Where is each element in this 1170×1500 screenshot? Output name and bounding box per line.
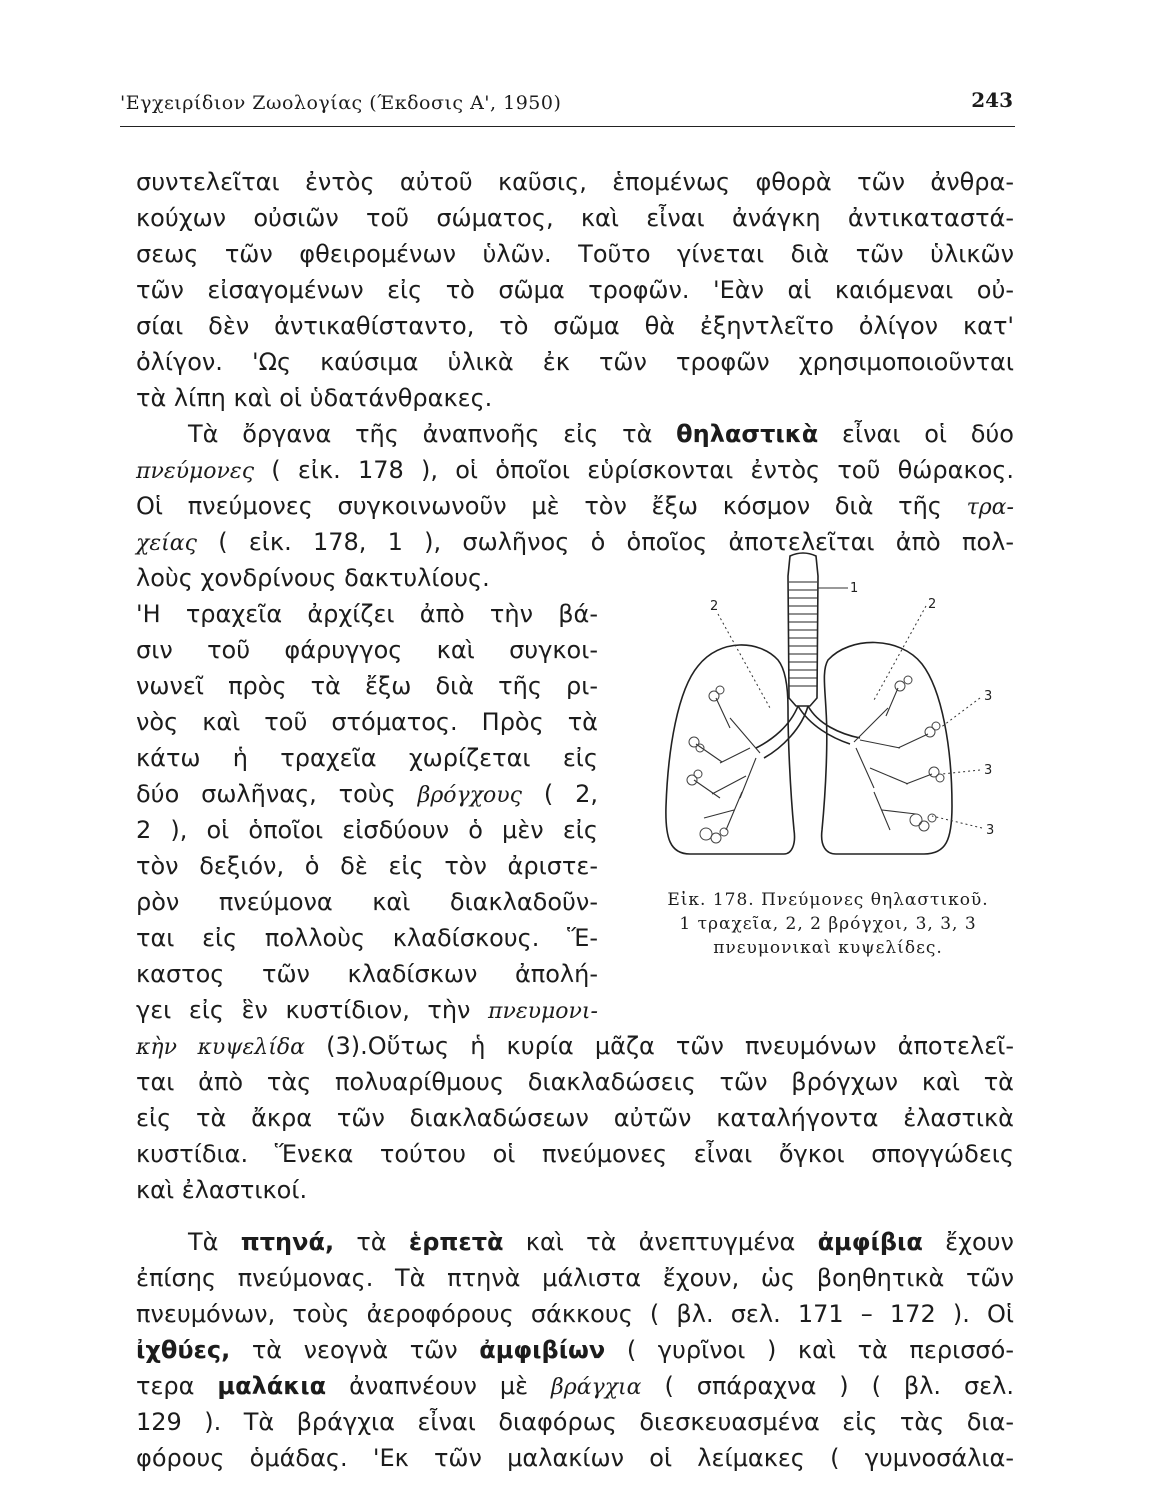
- label-bronchus-right: 2: [928, 597, 937, 612]
- text-line: σίαι δὲν ἀντικαθίσταντο, τὸ σῶμα θὰ ἐξηντλεῖτο ὀλίγον κατ': [136, 312, 1014, 340]
- text-line: σιν τοῦ φάρυγγος καὶ συγκοι-: [136, 636, 598, 664]
- text-line: δύο σωλῆνας, τοὺς βρόγχους ( 2,: [136, 780, 598, 808]
- text-line: ἰχθύες, τὰ νεογνὰ τῶν ἀμφιβίων ( γυρῖνοι ) καὶ τὰ περισσό-: [136, 1336, 1014, 1364]
- text-line: τερα μαλάκια ἀναπνέουν μὲ βράγχια ( σπάραχνα ) ( βλ. σελ.: [136, 1372, 1014, 1400]
- text-line: νωνεῖ πρὸς τὰ ἔξω διὰ τῆς ρι-: [136, 672, 598, 700]
- caption-line: 1 τραχεῖα, 2, 2 βρόγχοι, 3, 3, 3: [679, 914, 977, 934]
- term-bronchi: βρόγχους: [417, 783, 522, 808]
- text-line: ὀλίγον. 'Ως καύσιμα ὑλικὰ ἐκ τῶν τροφῶν χρησιμοποιοῦνται: [136, 348, 1014, 376]
- text-line: ται εἰς πολλοὺς κλαδίσκους. Ἕ-: [136, 924, 598, 952]
- text-line: τῶν εἰσαγομένων εἰς τὸ σῶμα τροφῶν. 'Εὰν αἱ καιόμεναι οὐ-: [136, 276, 1014, 304]
- text-line: Οἱ πνεύμονες συγκοινωνοῦν μὲ τὸν ἔξω κόσμον διὰ τῆς τρα-: [136, 492, 1014, 520]
- text-line: Τὰ ὄργανα τῆς ἀναπνοῆς εἰς τὰ θηλαστικὰ εἶναι οἱ δύο: [188, 420, 1014, 448]
- label-alveolus: 3: [984, 763, 993, 778]
- text-line: κὴν κυψελίδα (3).Οὕτως ἡ κυρία μᾶζα τῶν πνευμόνων ἀποτελεῖ-: [136, 1032, 1014, 1060]
- term-gills: βράγχια: [551, 1375, 642, 1400]
- label-alveolus: 3: [986, 823, 995, 838]
- term-fish: ἰχθύες,: [136, 1336, 231, 1364]
- text-line: πνεύμονες ( εἰκ. 178 ), οἱ ὁποῖοι εὑρίσκονται ἐντὸς τοῦ θώρακος.: [136, 456, 1014, 484]
- text-line: ρὸν πνεύμονα καὶ διακλαδοῦν-: [136, 888, 598, 916]
- term-birds: πτηνά,: [240, 1228, 335, 1256]
- bronchial-tree: [694, 688, 932, 830]
- label-bronchus-left: 2: [710, 599, 719, 614]
- running-head: 'Εγχειρίδιον Ζωολογίας (Έκδοσις Α', 1950): [120, 92, 562, 114]
- caption-line: πνευμονικαὶ κυψελίδες.: [713, 938, 943, 958]
- text-line: 2 ), οἱ ὁποῖοι εἰσδύουν ὁ μὲν εἰς: [136, 816, 598, 844]
- text-line: φόρους ὁμάδας. 'Εκ τῶν μαλακίων οἱ λείμακες ( γυμνοσάλια-: [136, 1444, 1014, 1472]
- text-line: καὶ ἐλαστικοί.: [136, 1176, 308, 1204]
- alveolus-clusters: [687, 676, 944, 843]
- trachea-rings: [789, 582, 817, 686]
- text-line: πνευμόνων, τοὺς ἀεροφόρους σάκκους ( βλ. σελ. 171 – 172 ). Οἱ: [136, 1300, 1014, 1328]
- caption-line: Εἰκ. 178. Πνεύμονες θηλαστικοῦ.: [667, 890, 989, 910]
- term-mammals: θηλαστικὰ: [676, 420, 819, 448]
- lungs-illustration: [660, 548, 1000, 868]
- text-line: ται ἀπὸ τὰς πολυαρίθμους διακλαδώσεις τῶν βρόγχων καὶ τὰ: [136, 1068, 1014, 1096]
- term-reptiles: ἑρπετὰ: [408, 1228, 504, 1256]
- term-alveolus: πνευμονι-: [487, 999, 598, 1024]
- left-lung-shape: [666, 645, 795, 854]
- page-number: 243: [971, 88, 1013, 112]
- text-line: καστος τῶν κλαδίσκων ἀπολή-: [136, 960, 598, 988]
- text-line: τὰ λίπη καὶ οἱ ὑδατάνθρακες.: [136, 384, 493, 412]
- text-line: τὸν δεξιόν, ὁ δὲ εἰς τὸν ἀριστε-: [136, 852, 598, 880]
- text-line: Τὰ πτηνά, τὰ ἑρπετὰ καὶ τὰ ἀνεπτυγμένα ἀμφίβια ἔχουν: [188, 1228, 1014, 1256]
- text-line: συντελεῖται ἐντὸς αὐτοῦ καῦσις, ἑπομένως φθορὰ τῶν ἀνθρα-: [136, 168, 1014, 196]
- text-line: νὸς καὶ τοῦ στόματος. Πρὸς τὰ: [136, 708, 598, 736]
- text-line: εἰς τὰ ἄκρα τῶν διακλαδώσεων αὐτῶν καταλήγοντα ἐλαστικὰ: [136, 1104, 1014, 1132]
- term-molluscs: μαλάκια: [217, 1372, 327, 1400]
- text-line: 'Η τραχεῖα ἀρχίζει ἀπὸ τὴν βά-: [136, 600, 598, 628]
- text-line: κάτω ἡ τραχεῖα χωρίζεται εἰς: [136, 744, 598, 772]
- label-alveolus: 3: [984, 689, 993, 704]
- term-trachea: χείας: [136, 531, 197, 556]
- right-bronchus: [798, 706, 860, 744]
- term-lungs: πνεύμονες: [136, 459, 255, 484]
- text-line: σεως τῶν φθειρομένων ὑλῶν. Τοῦτο γίνεται διὰ τῶν ὑλικῶν: [136, 240, 1014, 268]
- page-header: [120, 86, 1015, 127]
- figure-caption: [628, 888, 1028, 960]
- text-line: ἐπίσης πνεύμονας. Τὰ πτηνὰ μάλιστα ἔχουν, ὡς βοηθητικὰ τῶν: [136, 1264, 1014, 1292]
- text-line: κούχων οὐσιῶν τοῦ σώματος, καὶ εἶναι ἀνάγκη ἀντικαταστά-: [136, 204, 1014, 232]
- text-line: λοὺς χονδρίνους δακτυλίους.: [136, 564, 490, 592]
- text-line: χείας ( εἰκ. 178, 1 ), σωλῆνος ὁ ὁποῖος ἀποτελεῖται ἀπὸ πολ-: [136, 528, 1014, 556]
- text-line: κυστίδια. Ἕνεκα τούτου οἱ πνεύμονες εἶναι ὄγκοι σπογγώδεις: [136, 1140, 1014, 1168]
- text-line: 129 ). Τὰ βράγχια εἶναι διαφόρως διεσκευασμένα εἰς τὰς δια-: [136, 1408, 1014, 1436]
- left-bronchus: [756, 706, 808, 758]
- text-line: γει εἰς ἓν κυστίδιον, τὴν πνευμονι-: [136, 996, 598, 1024]
- leader-lines: [718, 606, 982, 828]
- label-trachea: 1: [850, 581, 859, 596]
- term-amphibians: ἀμφίβια: [817, 1228, 923, 1256]
